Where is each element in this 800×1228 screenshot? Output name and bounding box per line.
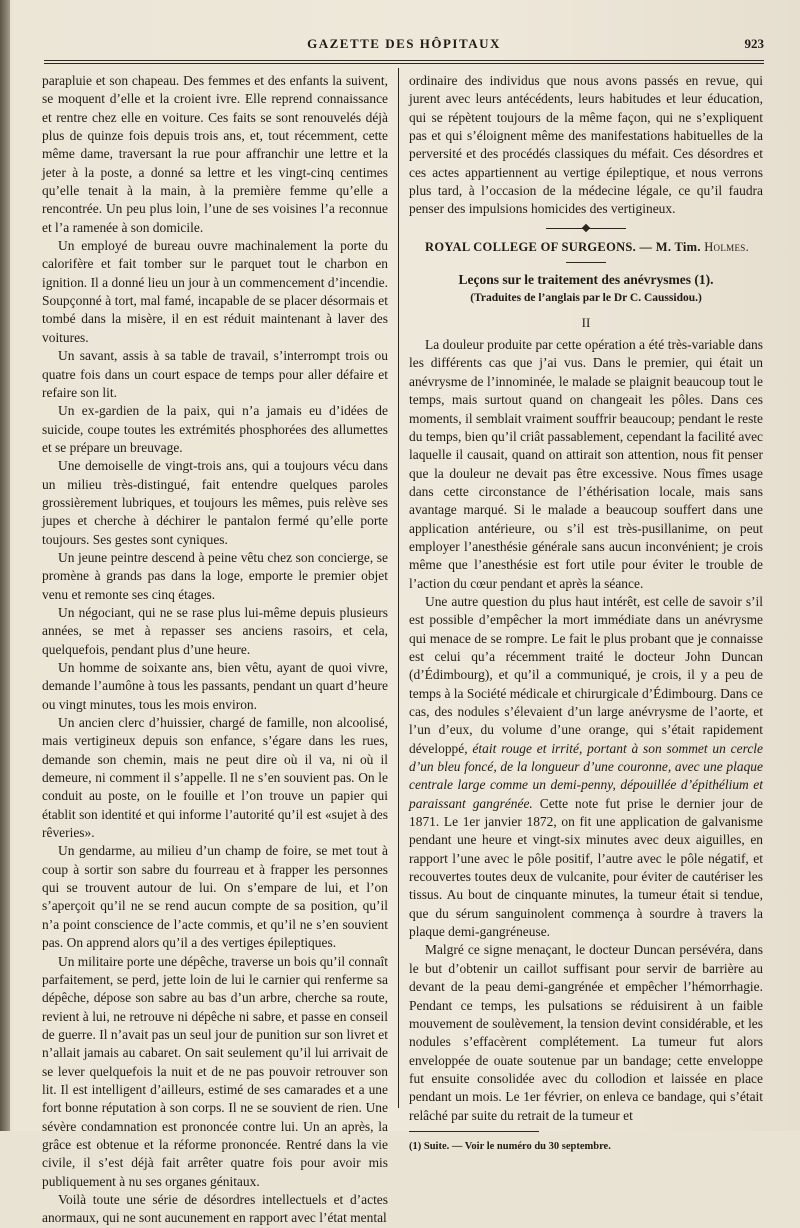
paragraph-text: Cette note fut prise le dernier jour de 1871. Le 1er janvier 1872, on fit une application de galvanisme pendant une heure et vingt-six minutes avec deux aiguilles, en rapport l’une avec le pôle positif, l’autre avec le pôle négatif, et recouvertes toutes deux de vulcanite, pour éviter de cautériser les tissus. Au bout de cinquante minutes, la tumeur était si tendue, que du sérum sanguinolent commença à sourdre à travers la plaque demi-gangréneuse. xyxy=(409,795,763,940)
column-divider xyxy=(398,68,399,1108)
paragraph: Une demoiselle de vingt-trois ans, qui a toujours vécu dans un milieu très-distingué, fait entendre quelques paroles grossièrement lubriques, et toujours les mêmes, puis relève ses jupes et cherche à déchirer le pantalon fermé qu’elle porte toujours. Ses gestes sont cyniques. xyxy=(42,458,388,547)
paragraph: La douleur produite par cette opération a été très-variable dans les différents cas que j’ai vus. Dans le premier, qui était un anévrysme de l’innominée, le malade se plaignit beaucoup tout le temps, mais surtout quand on changeait les pôles. Dans ces moments, il semblait vraiment souffrir beaucoup; pendant le reste du temps, bien qu’il criât passablement, cependant la facilité avec laquelle il causait, quand on attirait son attention, nous fit penser que la douleur ne devait pas être excessive. Nous fîmes usage dans cette circonstance de l’éthérisation locale, mais sans avantage marqué. Si le malade a beaucoup souffert dans une application antérieure, ou s’il est très-pusillanime, on peut employer l’anesthésie générale sans aucun inconvénient; je crois même que l’anesthésie est fort utile pour éviter le trouble de l’action du cœur pendant et après la séance. xyxy=(409,337,763,591)
paragraph: Malgré ce signe menaçant, le docteur Duncan persévéra, dans le but d’obtenir un caillot suffisant pour servir de barrière au devant de la peau demi-gangrénée et empêcher l’hémorrhagie. Pendant ce temps, les pulsations se réduisirent à un faible mouvement de soulèvement, la tension devint considérable, et les nodules s’effacèrent complétement. La tumeur fut alors enveloppée de ouate soutenue par un bandage; cette enveloppe fut ensuite consolidée avec du collodion et laissée en place pendant un mois. Le 1er février, on enleva ce bandage, qui s’était relâché par suite du retrait de la tumeur et xyxy=(409,942,763,1123)
section-heading xyxy=(409,238,763,256)
paragraph: Un militaire porte une dépêche, traverse un bois qu’il connaît parfaitement, se perd, jette loin de lui le carnier qui renferme sa dépêche, dépose son sabre au bas d’un arbre, cherche sa route, revient à lui, ne retrouve ni dépêche ni sabre, et passe en conseil de guerre. Il n’avait pas un seul jour de punition sur son livret et n’allait jamais au cabaret. On sait seulement qu’il lui arrivait de se lever quelquefois la nuit et de ne pas pouvoir retrouver son lit. Il est intelligent d’ailleurs, estimé de ses camarades et a une fort bonne réputation à son corps. Il ne se souvient de rien. Une sévère condamnation est prononcée contre lui. Un an après, la grâce est obtenue et la réforme prononcée. Rentré dans la vie civile, il s’est déjà fait arrêter quatre fois pour avoir mis publiquement à nu ses organes génitaux. xyxy=(42,953,388,1189)
part-number: II xyxy=(581,314,591,330)
footnote: (1) Suite. — Voir le numéro du 30 septembre. xyxy=(409,1140,611,1152)
footnote-rule xyxy=(409,1131,539,1132)
section-author: Holmes. xyxy=(704,239,749,254)
header-rule-bottom xyxy=(44,63,764,64)
left-column xyxy=(42,72,388,1228)
section-title: ROYAL COLLEGE OF SURGEONS. — M. Tim. xyxy=(425,239,701,254)
paragraph: Voilà toute une série de désordres intellectuels et d’actes anormaux, qui ne sont aucunement en rapport avec l’état mental xyxy=(42,1191,388,1226)
paragraph: Un savant, assis à sa table de travail, s’interrompt trois ou quatre fois dans un court espace de temps pour aller défaire et refaire son lit. xyxy=(42,348,388,400)
paragraph: Un ex-gardien de la paix, qui n’a jamais eu d’idées de suicide, coupe toutes les extrémités phosphorées des allumettes et se prépare un breuvage. xyxy=(42,403,388,455)
paragraph: Un gendarme, au milieu d’un champ de foire, se met tout à coup à sortir son sabre du fourreau et à frapper les personnes qui se trouvent autour de lui. On s’empare de lui, et l’on s’aperçoit qu’il ne se rend aucun compte de sa position, qu’il n’a point conscience de l’acte commis, et qu’il ne s’en souvient pas. On apprend alors qu’il a des vertiges épileptiques. xyxy=(42,843,388,951)
paragraph-text: Une autre question du plus haut intérêt, est celle de savoir s’il est possible d’empêcher la mort immédiate dans un anévrysme qui menace de se rompre. Le fait le plus probant que je connaisse est celui qu’a récemment traité le docteur John Duncan (d’Édimbourg), et qu’il a communiqué, je crois, il y a peu de temps à la Société médicale et chirurgicale d’Édimbourg. Dans ce cas, des nodules s’élevaient d’un large anévrysme de l’aorte, et l’un d’eux, du volume d’une orange, qui s’était rapidement développé, xyxy=(409,593,763,756)
paragraph: Un ancien clerc d’huissier, chargé de famille, non alcoolisé, mais vertigineux depuis son enfance, s’égare dans les rues, demande son chemin, mais ne peut dire où il va, ni où il demeure, ni comment il s’appelle. Il ne s’en souvient pas. On le conduit au poste, on le fouille et l’on trouve un papier qui établit son identité et qui informe l’autorité qu’il est «sujet à des rêveries». xyxy=(42,715,388,841)
article-separator xyxy=(546,225,626,232)
paragraph: Un homme de soixante ans, bien vêtu, ayant de quoi vivre, demande l’aumône à tous les passants, pendant un quart d’heure ou vingt minutes, tous les mois environ. xyxy=(42,660,388,712)
paragraph: Un négociant, qui ne se rase plus lui-même depuis plusieurs années, se met à repasser ses anciens rasoirs, et cela, quelquefois, pendant plus d’une heure. xyxy=(42,604,388,657)
page-header xyxy=(44,34,764,56)
header-rule-top xyxy=(44,60,764,61)
page-number: 923 xyxy=(744,36,764,51)
paragraph: Un employé de bureau ouvre machinalement la porte du calorifère et fait tomber sur le parquet tout le charbon en ignition. Il a donné lieu un jour à un commencement d’incendie. Soupçonné à tort, mal famé, incapable de se placer désormais et tombé dans la misère, il en est réduit maintenant à laver des voitures. xyxy=(42,238,388,345)
right-column xyxy=(409,72,763,1156)
paragraph: parapluie et son chapeau. Des femmes et des enfants la suivent, se moquent d’elle et la croient ivre. Elle reprend connaissance et rentre chez elle en voiture. Ces faits se sont renouvelés déjà plus de quinze fois depuis trois ans, et, tout récemment, cette même dame, traversant la rue pour affranchir une lettre et la jeter à la poste, a donné sa lettre et les vingt-cinq centimes qu’elle tenait à la main, à la première femme qu’elle a rencontrée. Un peu plus loin, l’une de ses voisines l’a reconnue et l’a ramenée à son domicile. xyxy=(42,73,388,235)
journal-title: GAZETTE DES HÔPITAUX xyxy=(307,36,501,51)
heading-rule xyxy=(566,262,606,263)
lecture-title: Leçons sur le traitement des anévrysmes (1). xyxy=(458,272,714,288)
translation-note: (Traduites de l’anglais par le Dr C. Caussidou.) xyxy=(470,292,702,305)
page-binding-edge xyxy=(0,0,10,1131)
paragraph xyxy=(409,593,763,942)
italic-quote: était rouge et irrité, portant à son sommet un cercle d’un bleu foncé, de la longueur d’une couronne, avec une plaque centrale large comme un demi-penny, dépouillée d’épithélium et paraissant gangrénée. xyxy=(409,740,764,811)
continuation-paragraph: ordinaire des individus que nous avons passés en revue, qui jurent avec leurs antécédents, leurs habitudes et leur éducation, qui se répètent toujours de la même façon, qui ne s’expliquent pas et qui s’éloignent même des manifestations habituelles de la perversité et des procédés classiques du méfait. Ces désordres et ces actes appartiennent au vertige épileptique, et nous verrons plus tard, à l’occasion de la médecine légale, ce qu’il faudra penser des impulsions homicides des vertigineux. xyxy=(409,73,763,217)
paragraph: Un jeune peintre descend à peine vêtu chez son concierge, se promène à grands pas dans la loge, emporte le premier objet venu et remonte ses cinq étages. xyxy=(42,549,388,602)
